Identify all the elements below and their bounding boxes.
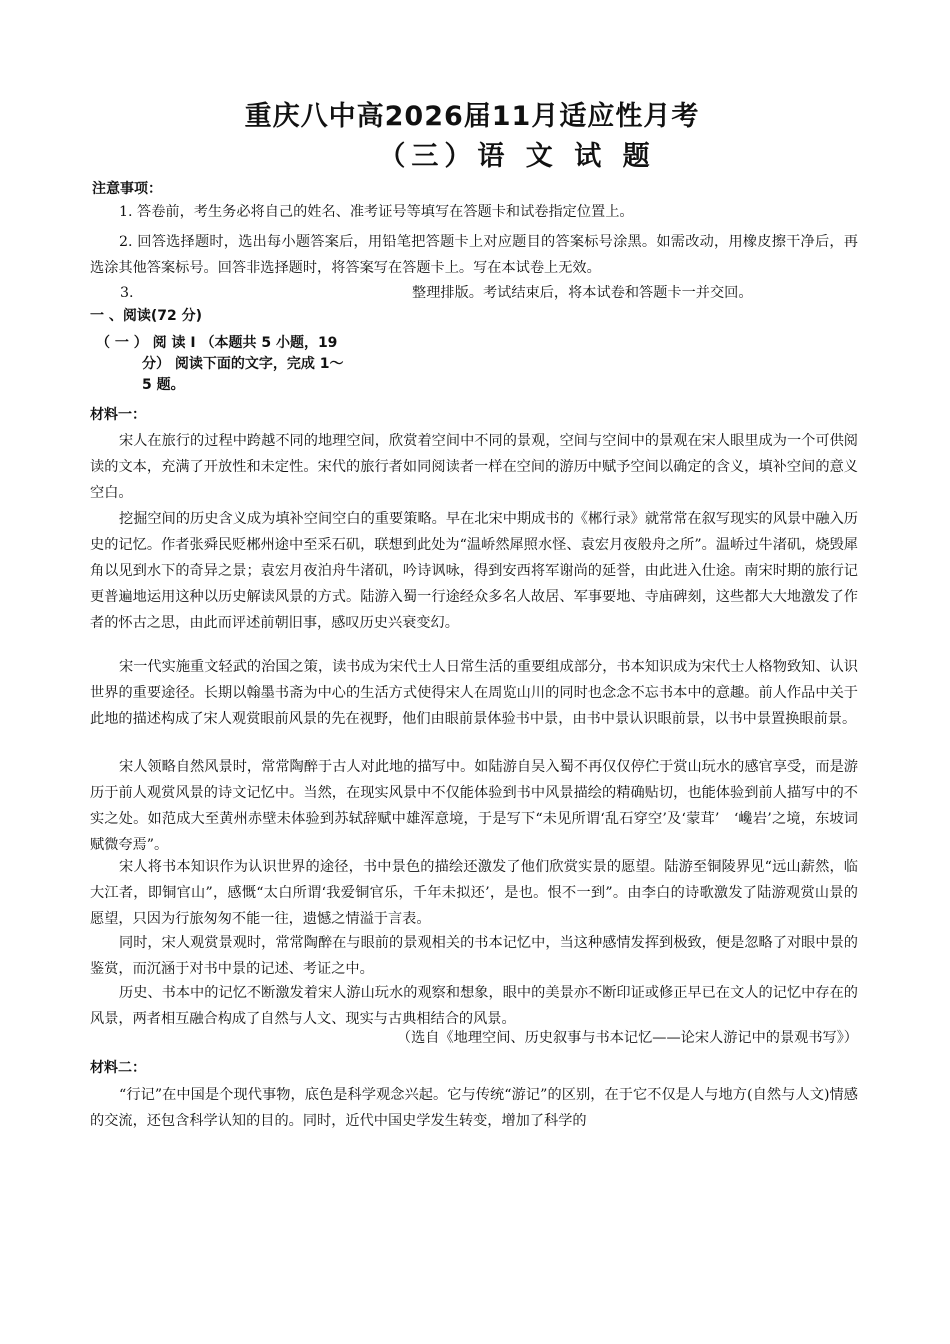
material-1-paragraph: 挖掘空间的历史含义成为填补空间空白的重要策略。早在北宋中期成书的《郴行录》就常常在叙写现实的风景中融入历史的记忆。作者张舜民贬郴州途中至采石矶，联想到此处为“温峤然犀照水怪、袁宏月夜般舟之所”。温峤过牛渚矶，烧毁犀角以见到水下的奇异之景；袁宏月夜泊舟牛渚矶，吟诗讽咏，得到安西将军谢尚的延誉，由此进入仕途。南宋时期的旅行记更普遍地运用这种以历史解读风景的方式。陆游入蜀一行途经众多名人故居、军事要地、寺庙碑刻，这些都大大地激发了作者的怀古之思，由此而评述前朝旧事，感叹历史兴衰变幻。 xyxy=(90,511,858,631)
material-1-label: 材料一： xyxy=(90,407,146,423)
material-1-paragraph: 同时，宋人观赏景观时，常常陶醉在与眼前的景观相关的书本记忆中，当这种感情发挥到极致，便是忽略了对眼中景的鉴赏，而沉涵于对书中景的记述、考证之中。 xyxy=(90,935,858,977)
notice-item-2: 2. 回答选择题时，选出每小题答案后，用铅笔把答题卡上对应题目的答案标号涂黑。如需改动，用橡皮擦干净后，再选涂其他答案标号。回答非选择题时，将答案写在答题卡上。写在本试卷上无效。 xyxy=(90,234,858,276)
subsection-line-2: 分） 阅读下面的文字，完成 1～ xyxy=(142,356,344,372)
notice-heading: 注意事项： xyxy=(92,181,162,197)
section-heading: 一 、阅读(72 分) xyxy=(90,308,203,324)
material-1-paragraph: 宋人将书本知识作为认识世界的途径，书中景色的描绘还激发了他们欣赏实景的愿望。陆游至铜陵界见“远山薪然，临大江者，即铜官山”，感慨“太白所谓‘我爱铜官乐，千年未拟还’，是也。恨不一到”。由李白的诗歌激发了陆游观赏山景的愿望，只因为行旅匆匆不能一往，遗憾之情溢于言表。 xyxy=(90,859,858,927)
notice-item-3-number: 3. xyxy=(120,285,134,301)
exam-title-line1: 重庆八中高2026届11月适应性月考 xyxy=(244,101,700,132)
subsection-line-3: 5 题。 xyxy=(142,377,185,393)
material-1-paragraph: 历史、书本中的记忆不断激发着宋人游山玩水的观察和想象，眼中的美景亦不断印证或修正早已在文人的记忆中存在的风景，两者相互融合构成了自然与人文、现实与古典相结合的风景。 xyxy=(90,985,858,1027)
subsection-heading xyxy=(96,333,396,396)
notice-item-3-text: 整理排版。考试结束后，将本试卷和答题卡一并交回。 xyxy=(412,285,753,301)
material-2-paragraph: “行记”在中国是个现代事物，底色是科学观念兴起。它与传统“游记”的区别，在于它不仅是人与地方(自然与人文)情感的交流，还包含科学认知的目的。同时，近代中国史学发生转变，增加了科学的 xyxy=(90,1087,858,1129)
exam-title-line2: （三）语 文 试 题 xyxy=(378,141,656,172)
material-1-paragraph: 宋一代实施重文轻武的治国之策，读书成为宋代士人日常生活的重要组成部分，书本知识成为宋代士人格物致知、认识世界的重要途径。长期以翰墨书斋为中心的生活方式使得宋人在周览山川的同时也念念不忘书本中的意趣。前人作品中关于此地的描述构成了宋人观赏眼前风景的先在视野，他们由眼前景体验书中景，由书中景认识眼前景，以书中景置换眼前景。 xyxy=(90,659,858,727)
material-2-label: 材料二： xyxy=(90,1060,146,1076)
material-1-source: （选自《地理空间、历史叙事与书本记忆——论宋人游记中的景观书写》） xyxy=(396,1030,858,1046)
subsection-line-1: （ 一 ） 阅 读 I （本题共 5 小题，19 xyxy=(96,335,338,351)
notice-item-1: 1. 答卷前，考生务必将自己的姓名、准考证号等填写在答题卡和试卷指定位置上。 xyxy=(119,204,634,220)
material-1-paragraph: 宋人领略自然风景时，常常陶醉于古人对此地的描写中。如陆游自吴入蜀不再仅仅停伫于赏山玩水的感官享受，而是游历于前人观赏风景的诗文记忆中。当然，在现实风景中不仅能体验到书中风景描绘的精确贴切，也能体验到前人描写中的不实之处。如范成大至黄州赤壁未体验到苏轼辞赋中雄浑意境，于是写下“未见所谓‘乱石穿空’及‘蒙茸’ ‘巉岩’之境，东坡词赋微夸焉”。 xyxy=(90,759,858,853)
material-1-paragraph: 宋人在旅行的过程中跨越不同的地理空间，欣赏着空间中不同的景观，空间与空间中的景观在宋人眼里成为一个可供阅读的文本，充满了开放性和未定性。宋代的旅行者如同阅读者一样在空间的游历中赋予空间以确定的含义，填补空间的意义空白。 xyxy=(90,433,858,501)
